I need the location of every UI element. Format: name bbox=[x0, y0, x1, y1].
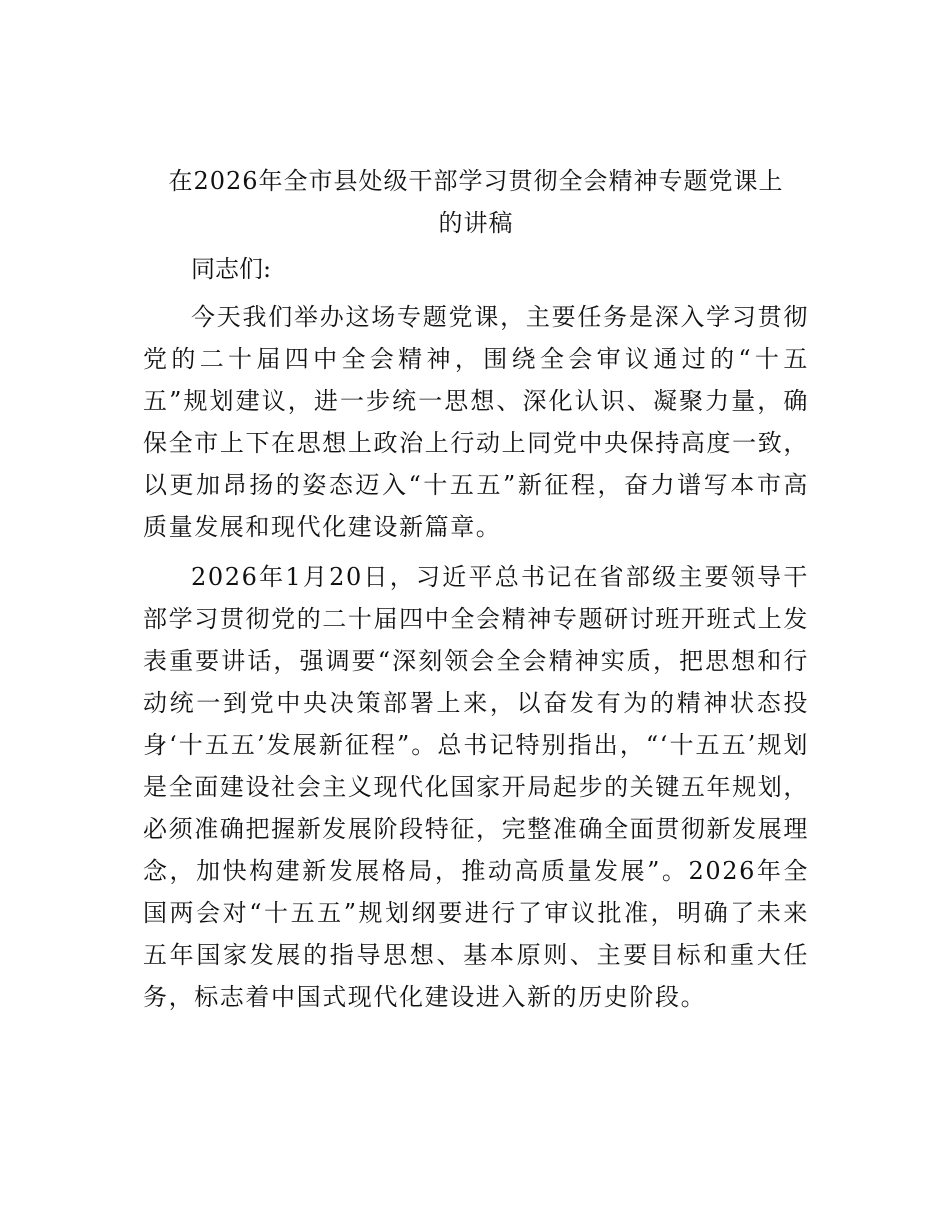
document-title: 在2026年全市县处级干部学习贯彻全会精神专题党课上的讲稿 bbox=[168, 167, 784, 237]
document-body bbox=[143, 160, 809, 1018]
paragraph-intro: 今天我们举办这场专题党课，主要任务是深入学习贯彻党的二十届四中全会精神，围绕全会审议通过的“十五五”规划建议，进一步统一思想、深化认识、凝聚力量，确保全市上下在思想上政治上行动上同党中央保持高度一致，以更加昂扬的姿态迈入“十五五”新征程，奋力谱写本市高质量发展和现代化建设新篇章。 bbox=[143, 303, 809, 541]
paragraph-speech-context: 2026年1月20日，习近平总书记在省部级主要领导干部学习贯彻党的二十届四中全会精神专题研讨班开班式上发表重要讲话，强调要“深刻领会全会精神实质，把思想和行动统一到党中央决策部署上来，以奋发有为的精神状态投身‘十五五’发展新征程”。总书记特别指出，“‘十五五’规划是全面建设社会主义现代化国家开局起步的关键五年规划，必须准确把握新发展阶段特征，完整准确全面贯彻新发展理念，加快构建新发展格局，推动高质量发展”。2026年全国两会对“十五五”规划纲要进行了审议批准，明确了未来五年国家发展的指导思想、基本原则、主要目标和重大任务，标志着中国式现代化建设进入新的历史阶段。 bbox=[143, 563, 809, 1011]
salutation: 同志们: bbox=[191, 255, 272, 283]
